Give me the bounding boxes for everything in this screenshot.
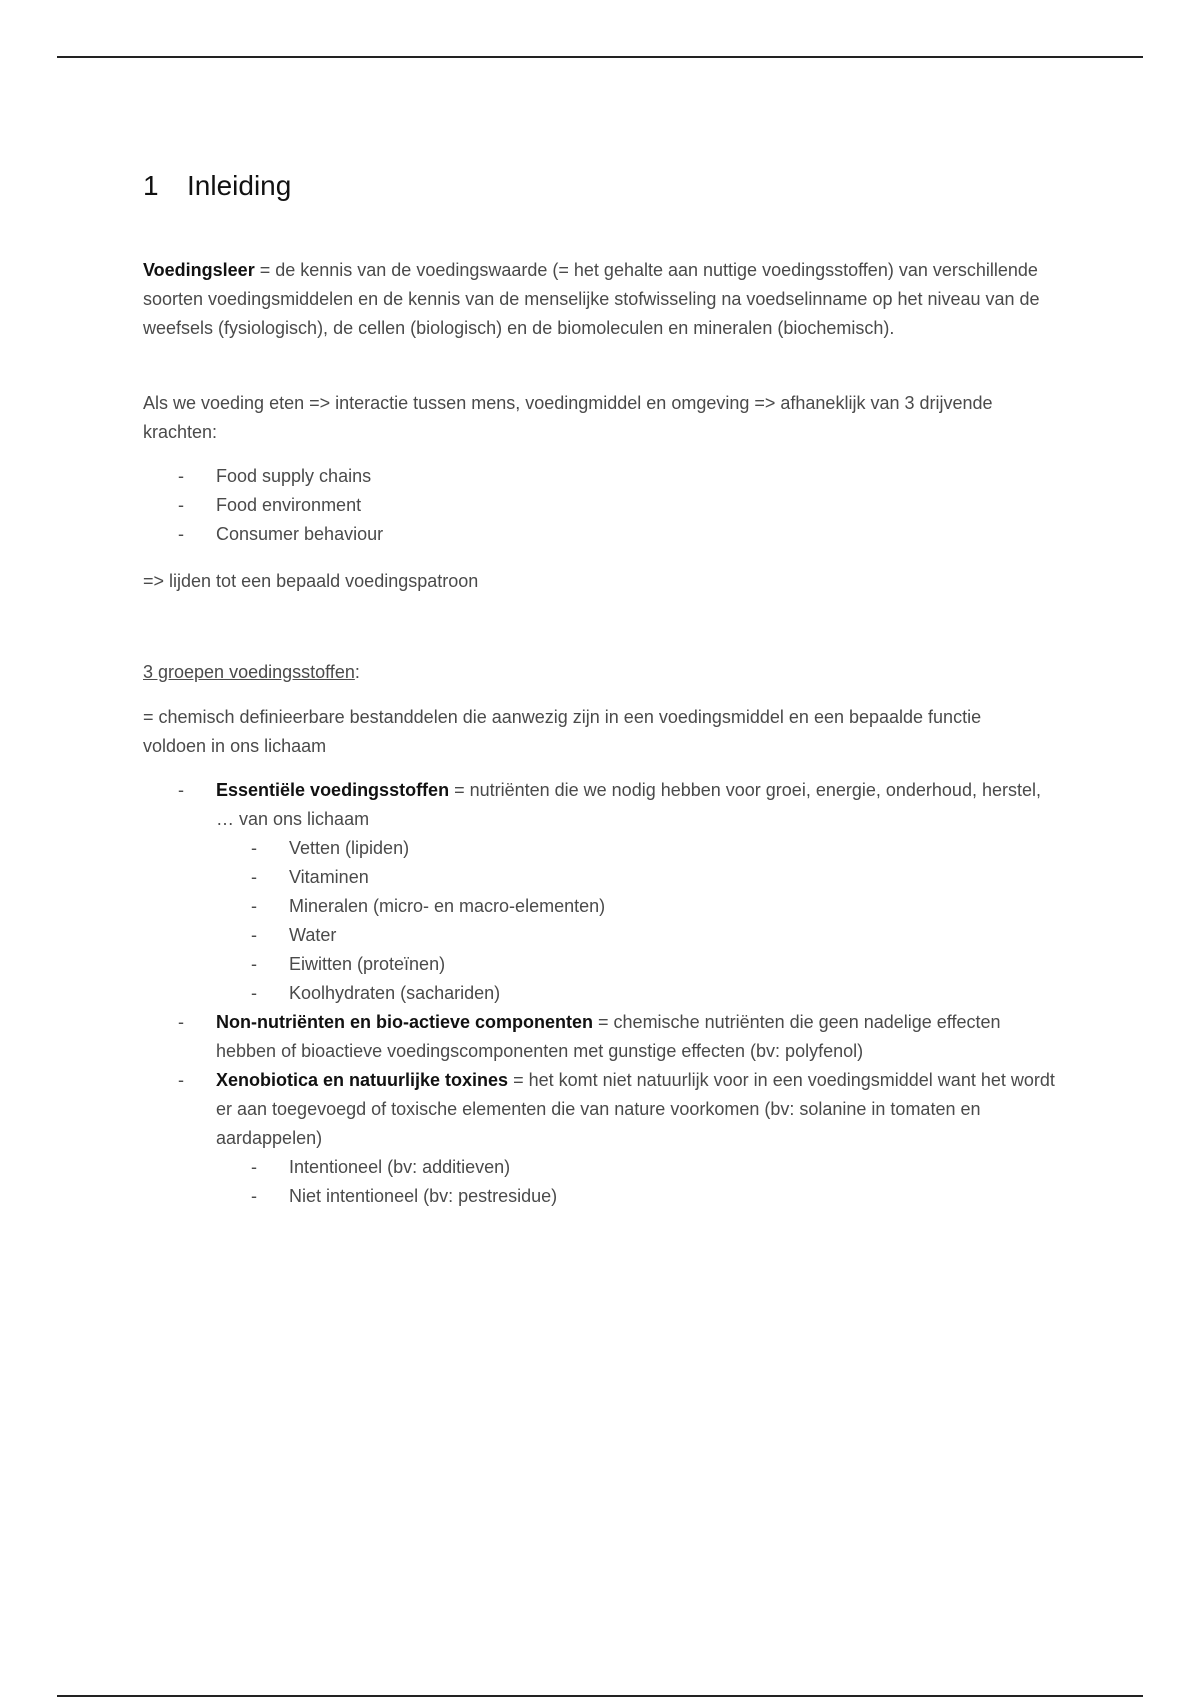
groups-title: 3 groepen voedingsstoffen: (143, 662, 360, 682)
list-item: - Eiwitten (proteïnen) (251, 950, 1058, 979)
list-item: - Intentioneel (bv: additieven) (251, 1153, 1058, 1182)
nutrient-groups-list (178, 776, 1058, 1211)
list-item: - Mineralen (micro- en macro-elementen) (251, 892, 1058, 921)
list-item: - Non-nutriënten en bio-actieve componenten = chemische nutriënten die geen nadelige effecten hebben of bioactieve voedingscomponenten met gunstige effecten (bv: polyfenol) (178, 1008, 1058, 1066)
groups-title-text: 3 groepen voedingsstoffen (143, 662, 355, 682)
list-item: - Koolhydraten (sachariden) (251, 979, 1058, 1008)
list-item: - Essentiële voedingsstoffen = nutriënten die we nodig hebben voor groei, energie, onderhoud, herstel, … van ons lichaam - Vetten (lipiden) - Vitaminen - Mineralen (micro- en macro-elementen) - Water - Eiwitten (proteïnen) - Koolhydraten (sachariden) (178, 776, 1058, 1008)
group-term: Xenobiotica en natuurlijke toxines (216, 1070, 509, 1090)
driving-forces-list (178, 462, 1058, 549)
footer-rule (57, 1695, 1143, 1697)
groups-definition: = chemisch definieerbare bestanddelen die aanwezig zijn in een voedingsmiddel en een bepaalde functie voldoen in ons lichaam (143, 707, 982, 756)
list-item: - Vitaminen (251, 863, 1058, 892)
intro-definition: = de kennis van de voedingswaarde (= het gehalte aan nuttige voedingsstoffen) van verschillende soorten voedingsmiddelen en de kennis van de menselijke stofwisseling na voedselinname op het niveau van de weefsels (fysiologisch), de cellen (biologisch) en de biomoleculen en mineralen (biochemisch). (143, 260, 1040, 338)
intro-term: Voedingsleer (143, 260, 255, 280)
list-item: - Food supply chains (178, 462, 1058, 491)
list-item: - Consumer behaviour (178, 520, 1058, 549)
list-item: - Niet intentioneel (bv: pestresidue) (251, 1182, 1058, 1211)
list-item: - Food environment (178, 491, 1058, 520)
xenobiotics-sublist (251, 1153, 1058, 1211)
list-item: - Water (251, 921, 1058, 950)
essential-nutrients-sublist (251, 834, 1058, 1008)
list-item: - Vetten (lipiden) (251, 834, 1058, 863)
group-term: Essentiële voedingsstoffen (216, 780, 450, 800)
section-number: 1 (143, 170, 159, 201)
section-title: Inleiding (187, 170, 292, 201)
header-rule (57, 56, 1143, 58)
conclusion-text: => lijden tot een bepaald voedingspatroon (143, 571, 479, 591)
list-item: - Xenobiotica en natuurlijke toxines = het komt niet natuurlijk voor in een voedingsmiddel want het wordt er aan toegevoegd of toxische elementen die van nature voorkomen (bv: solanine in tomaten en aardappelen) - Intentioneel (bv: additieven) - Niet intentioneel (bv: pestresidue) (178, 1066, 1058, 1211)
group-term: Non-nutriënten en bio-actieve componenten (216, 1012, 594, 1032)
section-heading (143, 170, 291, 202)
interaction-paragraph: Als we voeding eten => interactie tussen mens, voedingmiddel en omgeving => afhaneklijk van 3 drijvende krachten: (143, 393, 993, 442)
intro-paragraph (143, 256, 1063, 343)
